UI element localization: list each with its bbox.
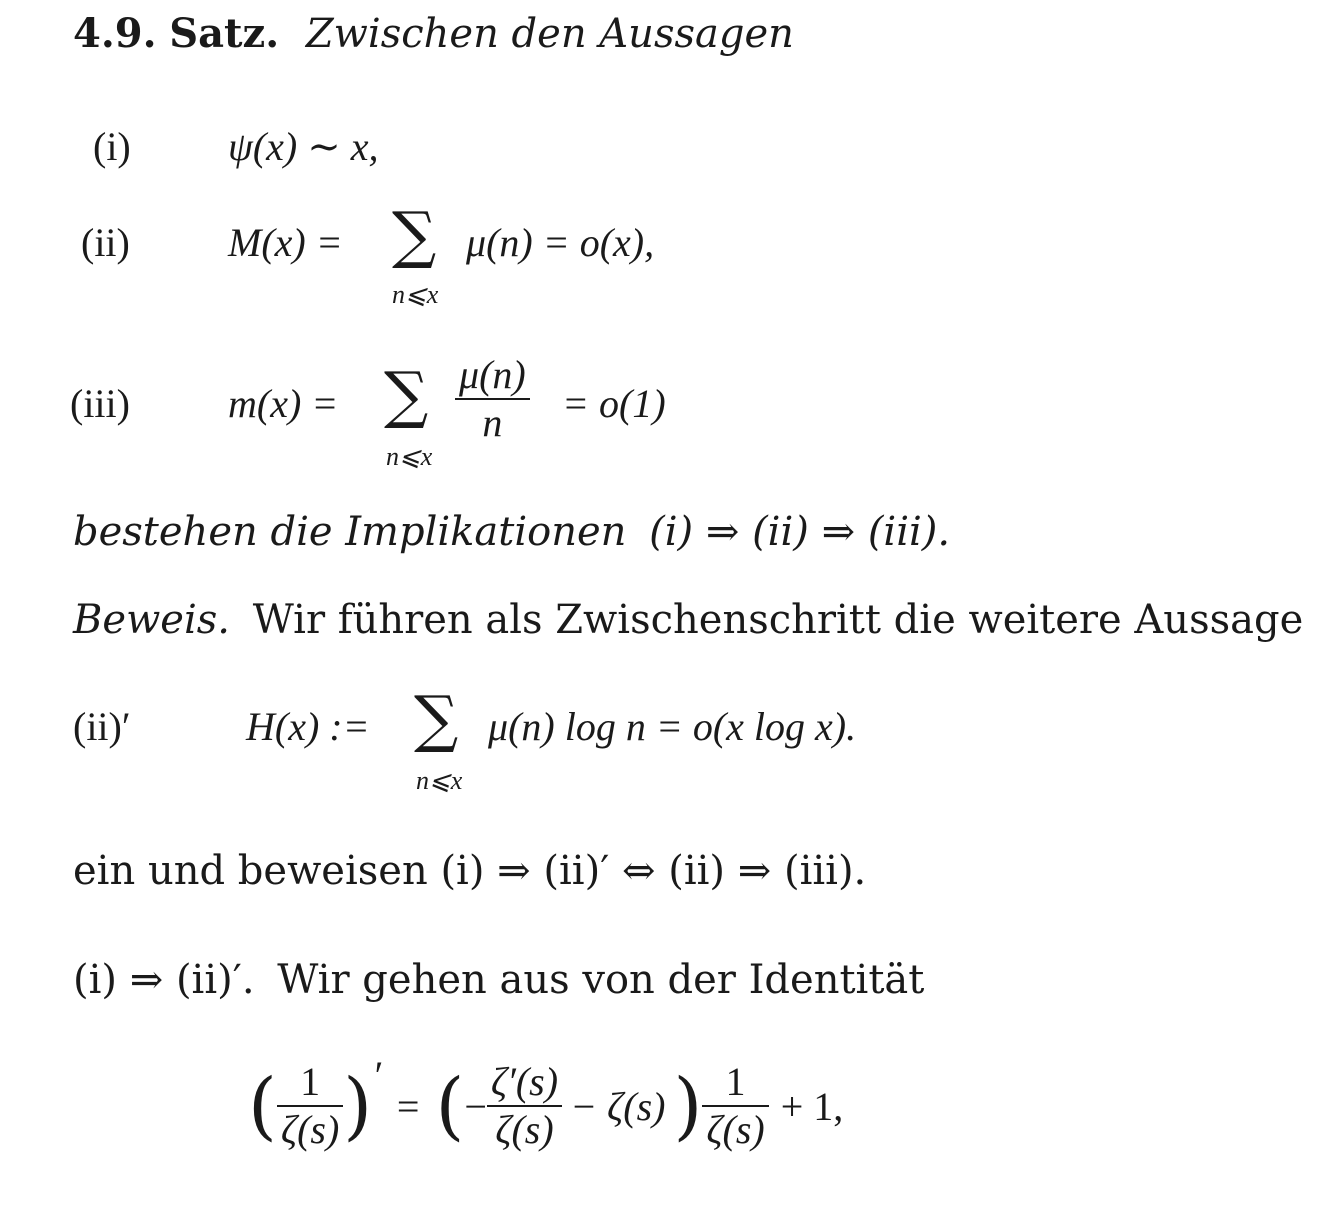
fraction-iii xyxy=(455,352,530,446)
left-paren-1: ( xyxy=(248,1063,277,1149)
fraction-numerator-iii: μ(n) xyxy=(459,352,526,397)
proof-line xyxy=(73,597,1304,643)
fraction-log-derivative xyxy=(487,1059,562,1153)
summation-index-ii: n⩽x xyxy=(392,280,439,309)
step-line xyxy=(73,957,925,1003)
left-paren-2: ( xyxy=(435,1063,465,1149)
numerator-one: 1 xyxy=(300,1059,321,1104)
statement-lhs-ii: M(x) = xyxy=(228,220,343,265)
middle-term: − ζ(s) xyxy=(570,1083,666,1129)
plan-line: ein und beweisen (i) ⇒ (ii)′ ⇔ (ii) ⇒ (iii). xyxy=(73,848,867,894)
conclusion-text: bestehen die Implikationen xyxy=(73,509,627,555)
summation-index-iii: n⩽x xyxy=(386,442,433,471)
equals-sign: = xyxy=(396,1083,420,1129)
identity-equation xyxy=(248,1046,843,1166)
statement-rhs-ii: μ(n) = o(x), xyxy=(466,220,655,265)
statement-label-iii: (iii) xyxy=(70,381,130,426)
proof-text: Wir führen als Zwischenschritt die weitere Aussage xyxy=(252,597,1304,643)
summation-sign-iii: ∑ xyxy=(384,358,429,431)
conclusion-line xyxy=(73,509,951,555)
statement-lhs-ii-prime: H(x) := xyxy=(246,704,370,749)
summation-index-ii-prime: n⩽x xyxy=(416,766,463,795)
theorem-keyword: Satz. xyxy=(169,10,280,57)
implication-chain: (i) ⇒ (ii) ⇒ (iii). xyxy=(649,509,951,555)
step-head: (i) ⇒ (ii)′. xyxy=(73,957,255,1003)
tail-term: + 1, xyxy=(780,1083,844,1129)
right-paren-2: ) xyxy=(673,1063,703,1149)
statement-label-i: (i) xyxy=(93,124,131,169)
fraction-denominator-iii: n xyxy=(482,400,503,445)
statement-rhs-iii: = o(1) xyxy=(562,381,666,426)
right-paren-1: ) xyxy=(343,1063,373,1149)
minus-sign: − xyxy=(464,1083,487,1129)
denominator-zeta: ζ(s) xyxy=(495,1107,554,1152)
step-text: Wir gehen aus von der Identität xyxy=(277,957,925,1003)
summation-sign-ii-prime: ∑ xyxy=(414,682,459,755)
statement-lhs-iii: m(x) = xyxy=(228,381,339,426)
fraction-one-over-zeta xyxy=(277,1059,343,1153)
numerator-zeta-prime: ζ′(s) xyxy=(490,1059,559,1104)
theorem-intro: Zwischen den Aussagen xyxy=(305,11,794,57)
statement-rhs-ii-prime: μ(n) log n = o(x log x). xyxy=(488,704,857,749)
prime-mark: ′ xyxy=(372,1053,381,1098)
theorem-number: 4.9. xyxy=(73,10,157,57)
statement-formula-i: ψ(x) ∼ x, xyxy=(228,124,379,169)
statement-label-ii-prime: (ii)′ xyxy=(73,704,131,749)
numerator-one: 1 xyxy=(725,1059,746,1104)
theorem-heading xyxy=(73,10,794,57)
denominator-zeta: ζ(s) xyxy=(706,1107,765,1152)
denominator-zeta: ζ(s) xyxy=(280,1107,340,1152)
summation-sign-ii: ∑ xyxy=(392,198,437,271)
statement-label-ii: (ii) xyxy=(81,220,130,265)
fraction-one-over-zeta-2 xyxy=(702,1059,768,1153)
proof-keyword: Beweis. xyxy=(73,597,231,643)
